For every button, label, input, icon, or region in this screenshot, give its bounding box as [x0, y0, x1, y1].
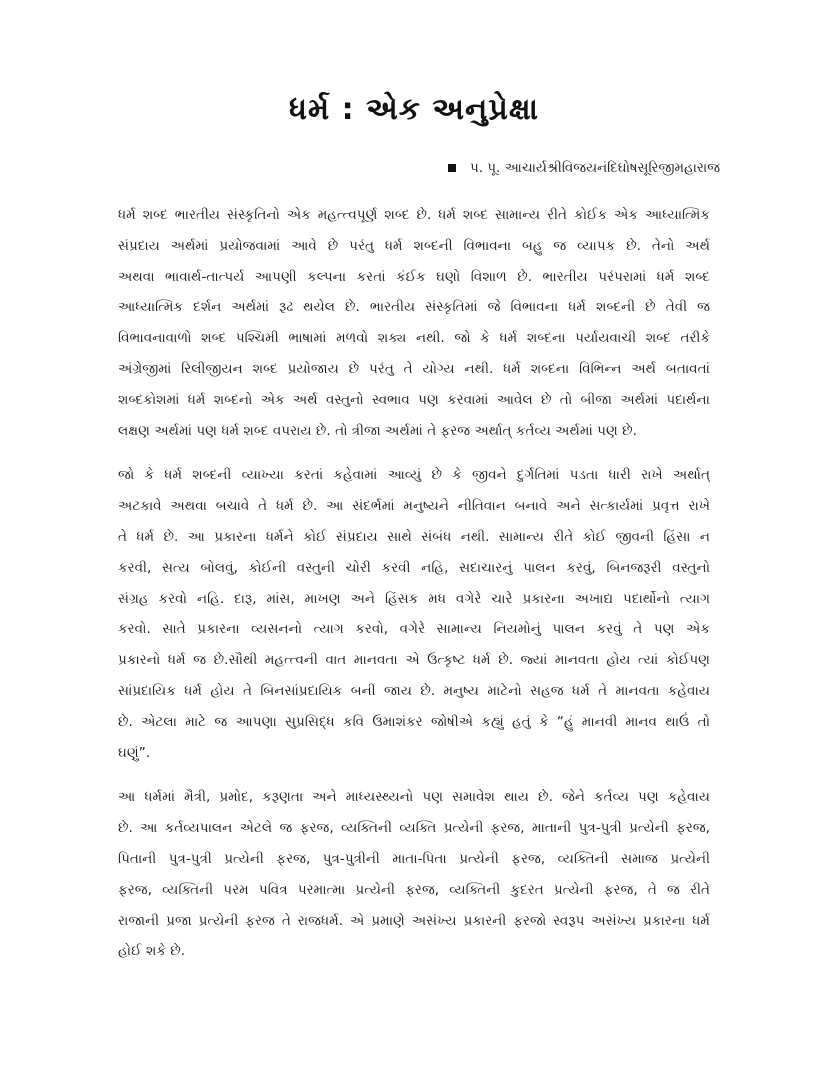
text-line: પ્રકારનો ધર્મ જ છે.સૌથી મહત્ત્વની વાત માનવતા એ ઉત્કૃષ્ટ ધર્મ છે. જ્યાં માનવતા હોય ત્યાં કોઈપણ: [118, 652, 710, 669]
text-line: વિભાવનાવાળો શબ્દ પશ્ચિમી ભાષામાં મળવો શક્ય નથી. જો કે ધર્મ શબ્દના પર્યાયવાચી શબ્દ તરીકે: [118, 330, 710, 347]
text-line: અટકાવે અથવા બચાવે તે ધર્મ છે. આ સંદર્ભમાં મનુષ્યને નીતિવાન બનાવે અને સત્કાર્યમાં પ્રવૃત્ત રાખે: [118, 498, 710, 515]
text-line: આધ્યાત્મિક દર્શન અર્થમાં રૂઢ થયેલ છે. ભારતીય સંસ્કૃતિમાં જે વિભાવના ધર્મ શબ્દની છે તેવી જ: [118, 299, 710, 316]
text-line: જો કે ધર્મ શબ્દની વ્યાખ્યા કરતાં કહેવામાં આવ્યું છે કે જીવને દુર્ગતિમાં પડતા ધારી રાખે અર્થાત્: [118, 467, 710, 484]
paragraph-2: [118, 460, 710, 768]
text-line: હોઈ શકે છે.: [118, 943, 186, 960]
text-line: તે ધર્મ છે. આ પ્રકારના ધર્મને કોઈ સંપ્રદાય સાથે સંબંધ નથી. સામાન્ય રીતે કોઈ જીવની હિંસા ન: [118, 528, 710, 545]
square-bullet-icon: [448, 164, 456, 172]
text-line: ધર્મ શબ્દ ભારતીય સંસ્કૃતિનો એક મહત્ત્વપૂર્ણ શબ્દ છે. ધર્મ શબ્દ સામાન્ય રીતે કોઈક એક આધ્યાત્મિક: [118, 207, 710, 223]
text-line: અથવા ભાવાર્થ-તાત્પર્ય આપણી કલ્પના કરતાં કંઈક ઘણો વિશાળ છે. ભારતીય પરંપરામાં ધર્મ શબ્દ: [118, 268, 710, 285]
text-line: કરવો. સાતે પ્રકારના વ્યસનનો ત્યાગ કરવો, વગેરે સામાન્ય નિયમોનું પાલન કરવું તે પણ એક: [118, 621, 710, 638]
page-title: ધર્મ : એક અનુપ્રેક્ષા: [289, 92, 539, 127]
text-line: ફરજ, વ્યક્તિની પરમ પવિત્ર પરમાત્મા પ્રત્યેની ફરજ, વ્યક્તિની કુદરત પ્રત્યેની ફરજ, તે જ રીતે: [118, 881, 710, 898]
text-line: શબ્દકોશમાં ધર્મ શબ્દનો એક અર્થ વસ્તુનો સ્વભાવ પણ કરવામાં આવેલ છે તો બીજા અર્થમાં પદાર્થના: [118, 391, 710, 408]
text-line: આ ધર્મમાં મૈત્રી, પ્રમોદ, કરૂણતા અને માધ્યસ્થ્યનો પણ સમાવેશ થાય છે. જેને કર્તવ્ય પણ કહેવાય: [118, 789, 710, 806]
text-line: રાજાની પ્રજા પ્રત્યેની ફરજ તે રાજધર્મ. એ પ્રમાણે અસંખ્ય પ્રકારની ફરજો સ્વરૂપ અસંખ્ય પ્રકારના ધર્મ: [118, 912, 710, 929]
text-line: સંપ્રદાય અર્થમાં પ્રયોજવામાં આવે છે પરંતુ ધર્મ શબ્દની વિભાવના બહુ જ વ્યાપક છે. તેનો અર્થ: [118, 237, 710, 254]
paragraph-1: [118, 200, 710, 446]
text-line: લક્ષણ અર્થમાં પણ ધર્મ શબ્દ વપરાય છે. તો ત્રીજા અર્થમાં તે ફરજ અર્થાત્ કર્તવ્ય અર્થમાં પણ છે.: [118, 422, 638, 439]
text-line: પિતાની પુત્ર-પુત્રી પ્રત્યેની ફરજ, પુત્ર-પુત્રીની માતા-પિતા પ્રત્યેની ફરજ, વ્યક્તિની સમાજ પ્રત્યેની: [118, 850, 710, 867]
text-line: ઘણું”.: [118, 744, 151, 761]
author-name: પ. પૂ. આચાર્યશ્રીવિજયનંદિઘોષસૂરિજીમહારાજ: [469, 160, 720, 176]
author-byline: [448, 160, 720, 176]
text-line: છે. આ કર્તવ્યપાલન એટલે જ ફરજ, વ્યક્તિની વ્યક્તિ પ્રત્યેની ફરજ, માતાની પુત્ર-પુત્રી પ્રત્યેની ફરજ,: [118, 820, 710, 837]
text-line: કરવી, સત્ય બોલવું, કોઈની વસ્તુની ચોરી કરવી નહિ, સદાચારનું પાલન કરવું, બિનજરૂરી વસ્તુનો: [118, 559, 710, 576]
text-line: સાંપ્રદાયિક ધર્મ હોય તે બિનસાંપ્રદાયિક બની જાય છે. મનુષ્ય માટેનો સહજ ધર્મ તે માનવતા કહેવાય: [118, 682, 710, 699]
text-line: છે. એટલા માટે જ આપણા સુપ્રસિદ્ધ કવિ ઉમાશંકર જોષીએ કહ્યું હતું કે “હું માનવી માનવ થાઉં તો: [118, 713, 710, 730]
article-body: [118, 200, 710, 981]
text-line: સંગ્રહ કરવો નહિ. દારૂ, માંસ, માખણ અને હિંસક મધ વગેરે ચારે પ્રકારના અખાદ્ય પદાર્થોનો ત્યાગ: [118, 590, 710, 607]
paragraph-3: [118, 782, 710, 967]
text-line: અંગ્રેજીમાં રિલીજીયન શબ્દ પ્રયોજાય છે પરંતુ તે યોગ્ય નથી. ધર્મ શબ્દના વિભિન્ન અર્થ બતાવતાં: [118, 360, 710, 377]
